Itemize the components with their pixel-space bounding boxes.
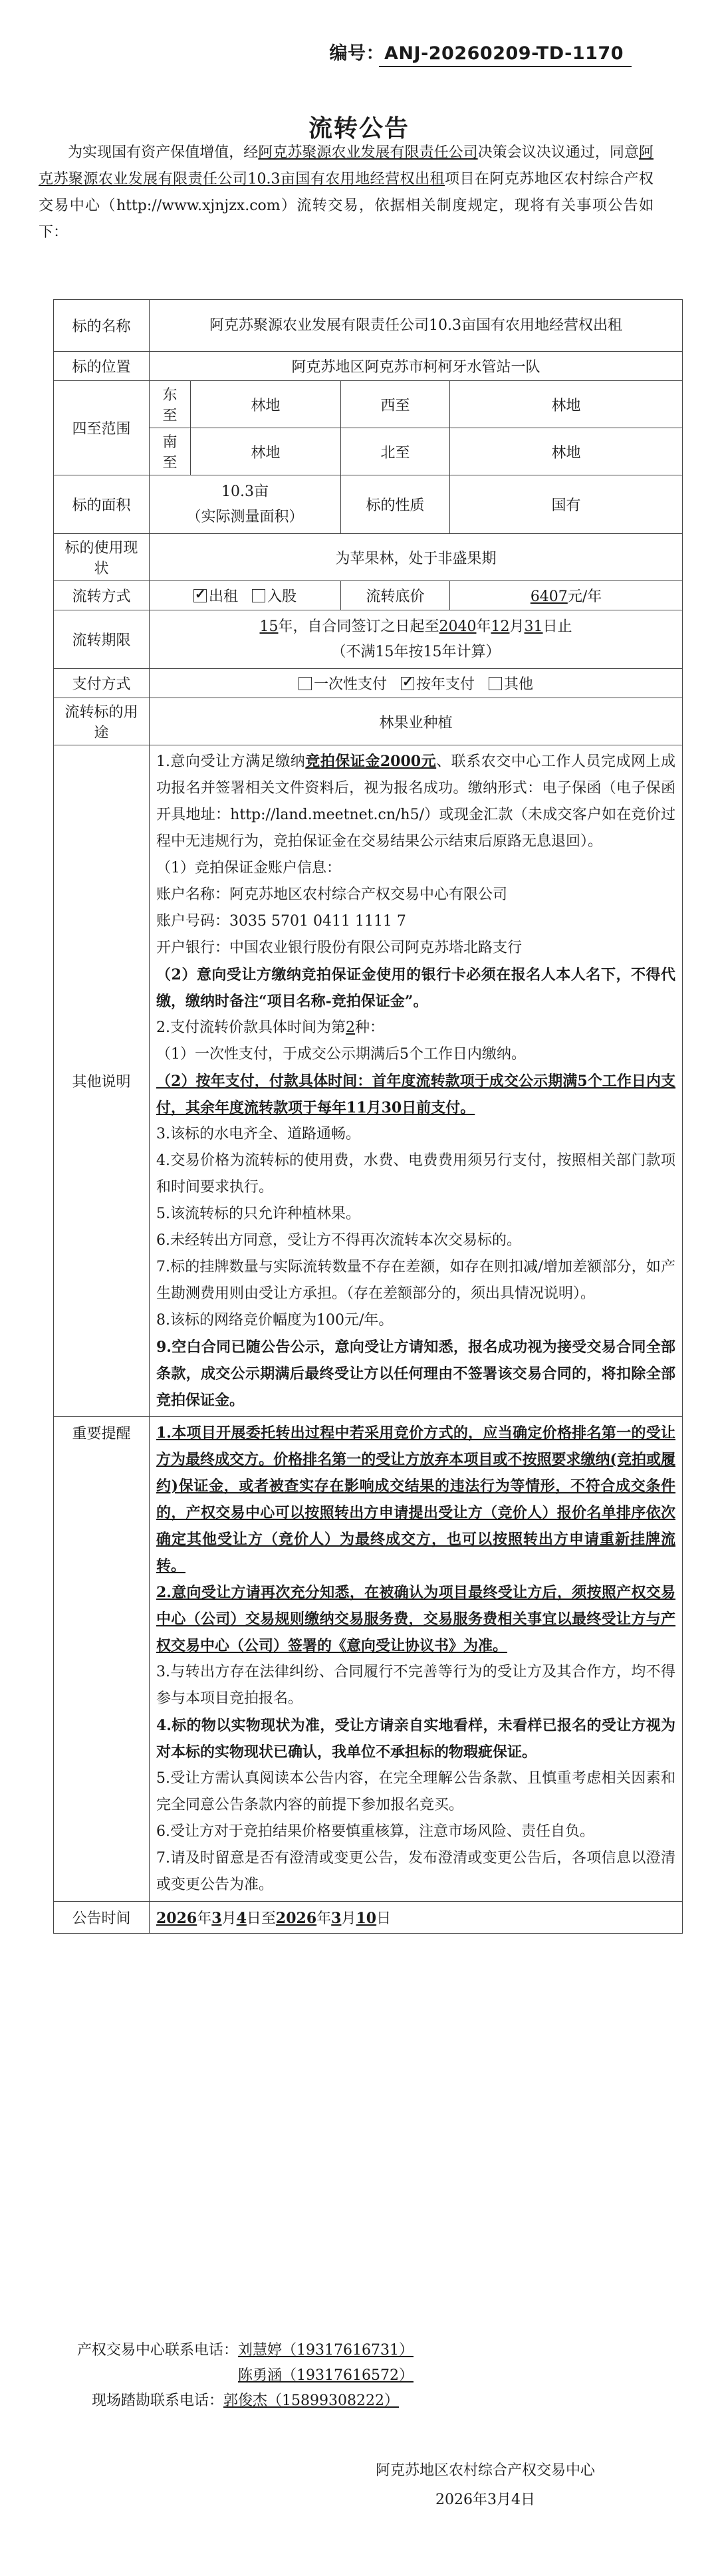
- time-start-day: 4: [236, 1910, 247, 1927]
- row-time: [54, 1902, 683, 1934]
- mode-share-label: 入股: [267, 588, 297, 605]
- other-item-7: [156, 1015, 675, 1041]
- east-label: 东至: [150, 381, 191, 428]
- row-other: [54, 745, 683, 1417]
- contact-row-3: [77, 2388, 414, 2414]
- mode-label: 流转方式: [54, 581, 150, 610]
- page-title: 流转公告: [308, 114, 410, 142]
- document-number-underline: [379, 66, 632, 67]
- time-end-year: 2026: [275, 1910, 317, 1927]
- intro-text-2: 决策会议决议通过，同意: [477, 144, 639, 161]
- time-day-text: 日: [246, 1910, 261, 1927]
- period-text-1: 年，自合同签订之日起至: [278, 618, 439, 635]
- time-month-text-2: 月: [341, 1910, 356, 1927]
- nature-label: 标的性质: [341, 475, 450, 534]
- row-name: [54, 300, 683, 352]
- floor-value: 6407: [530, 588, 568, 605]
- time-end-day: 10: [356, 1910, 377, 1927]
- contact-2: 陈勇涵（19317616572）: [238, 2367, 414, 2384]
- north-label: 北至: [341, 428, 450, 475]
- intro-org: 阿克苏聚源农业发展有限责任公司: [258, 144, 478, 161]
- other-item-12: 5.该流转标的只允许种植林果。: [156, 1206, 360, 1222]
- time-to-text: 至: [261, 1910, 276, 1927]
- footer: [332, 2456, 638, 2515]
- other-item-13: 6.未经转出方同意，受让方不得再次流转本次交易标的。: [156, 1232, 521, 1249]
- time-year-text-2: 年: [316, 1910, 332, 1927]
- area-value: 10.3亩: [221, 483, 269, 500]
- time-start-year: 2026: [156, 1910, 197, 1927]
- intro-text-3: 项目在阿克苏地区农村综合产权交易中心（http://www.xjnjzx.com）流转交易，依据相关制度规定，现将有关事项公告如下：: [39, 171, 654, 241]
- other-item-14: 7.标的挂牌数量与实际流转数量不存在差额，如存在则扣减/增加差额部分，如产生勘测费用则由受让方承担。（存在差额部分的，须出具情况说明）。: [156, 1259, 676, 1302]
- row-area: [54, 475, 683, 534]
- row-location: [54, 352, 683, 381]
- east-value: 林地: [191, 381, 341, 428]
- contact-1: 刘慧婷（19317616731）: [238, 2342, 414, 2359]
- purpose-label: 流转标的用途: [54, 698, 150, 745]
- south-value: 林地: [191, 428, 341, 475]
- other-item-10: 3.该标的水电齐全、道路通畅。: [156, 1126, 360, 1142]
- usage-label: 标的使用现状: [54, 534, 150, 581]
- time-value: [150, 1902, 683, 1934]
- location-value: 阿克苏地区阿克苏市柯柯牙水管站一队: [150, 352, 683, 381]
- pay-once-checkbox: [299, 677, 312, 690]
- other-item-15: 8.该标的网络竞价幅度为100元/年。: [156, 1312, 394, 1329]
- document-number: 编号：ANJ-20260209-TD-1170: [329, 43, 624, 64]
- contacts: [77, 2338, 414, 2414]
- mode-rent-checkbox: [193, 589, 207, 602]
- contact-label-site: 现场踏勘联系电话：: [92, 2392, 224, 2409]
- boundary-label: 四至范围: [54, 381, 150, 475]
- location-label: 标的位置: [54, 352, 150, 381]
- area-cell: [150, 475, 341, 534]
- other-item-11: 4.交易价格为流转标的使用费，水费、电费费用须另行支付，按照相关部门款项和时间要求执行。: [156, 1152, 676, 1196]
- period-text-3: 月: [509, 618, 525, 635]
- account-bank: 开户银行：中国农业银行股份有限公司阿克苏塔北路支行: [156, 940, 523, 956]
- nature-value: 国有: [450, 475, 683, 534]
- contact-row-2: [77, 2363, 414, 2388]
- period-end-day: 31: [524, 618, 543, 635]
- notice-label: 重要提醒: [54, 1417, 150, 1902]
- row-usage: [54, 534, 683, 581]
- other-item-1: [156, 748, 675, 855]
- pay-yearly-checkbox: [401, 677, 414, 690]
- floor-label: 流转底价: [341, 581, 450, 610]
- north-value: 林地: [450, 428, 683, 475]
- other-item-2: （1）竞拍保证金账户信息：: [156, 860, 341, 876]
- other-item-1-a: 1.意向受让方满足缴纳: [156, 753, 306, 770]
- west-label: 西至: [341, 381, 450, 428]
- intro-project: 阿克苏聚源农业发展有限责任公司10.3亩国有农用地经营权出租: [39, 144, 654, 188]
- period-note: （不满15年按15年计算）: [331, 643, 501, 660]
- period-label: 流转期限: [54, 610, 150, 669]
- contact-3: 郭俊杰（15899308222）: [223, 2392, 399, 2409]
- pay-yearly-label: 按年支付: [416, 676, 475, 693]
- floor-cell: [450, 581, 683, 610]
- row-notice: [54, 1417, 683, 1902]
- contact-row-1: [77, 2338, 414, 2363]
- other-label: 其他说明: [54, 745, 150, 1417]
- time-year-text: 年: [197, 1910, 212, 1927]
- payment-option-number: 2: [346, 1019, 355, 1036]
- pay-once-label: 一次性支付: [314, 676, 388, 693]
- mode-rent-label: 出租: [208, 588, 238, 605]
- mode-options: [150, 581, 341, 610]
- footer-date: 2026年3月4日: [435, 2492, 535, 2508]
- period-text-2: 年: [476, 618, 491, 635]
- row-mode: [54, 581, 683, 610]
- period-line: [156, 614, 675, 640]
- other-item-9: （2）按年支付，付款具体时间：首年度流转款项于成交公示期满5个工作日内支付，其余年度流转款项于每年11月30日前支付。: [156, 1073, 676, 1116]
- time-label: 公告时间: [54, 1902, 150, 1934]
- area-note: （实际测量面积）: [186, 508, 304, 525]
- time-end-month: 3: [331, 1910, 342, 1927]
- period-text-4: 日止: [542, 618, 572, 635]
- contact-label-center: 产权交易中心联系电话：: [77, 2342, 239, 2359]
- notice-item-2: 2.意向受让方请再次充分知悉，在被确认为项目最终受让方后，须按照产权交易中心（公司）交易规则缴纳交易服务费，交易服务费相关事宜以最终受让方与产权交易中心（公司）签署的《意向受让协议书》为准。: [156, 1584, 676, 1654]
- area-label: 标的面积: [54, 475, 150, 534]
- notice-item-7: 7.请及时留意是否有澄清或变更公告，发布澄清或变更公告后，各项信息以澄清或变更公告为准。: [156, 1850, 676, 1893]
- pay-other-label: 其他: [504, 676, 534, 693]
- period-end-year: 2040: [439, 618, 477, 635]
- other-content: [150, 745, 683, 1417]
- pay-options: [150, 669, 683, 698]
- notice-content: [150, 1417, 683, 1902]
- row-boundary-1: [54, 381, 683, 428]
- west-value: 林地: [450, 381, 683, 428]
- time-start-month: 3: [211, 1910, 222, 1927]
- notice-item-6: 6.受让方对于竞拍结果价格要慎重核算，注意市场风险、责任自负。: [156, 1823, 594, 1840]
- time-day-text-2: 日: [376, 1910, 392, 1927]
- time-month-text: 月: [221, 1910, 237, 1927]
- account-name: 账户名称：阿克苏地区农村综合产权交易中心有限公司: [156, 886, 508, 903]
- notice-item-5: 5.受让方需认真阅读本公告内容，在完全理解公告条款、且慎重考虑相关因素和完全同意公告条款内容的前提下参加报名竞买。: [156, 1770, 676, 1813]
- name-value: 阿克苏聚源农业发展有限责任公司10.3亩国有农用地经营权出租: [150, 300, 683, 352]
- deposit-amount: 竞拍保证金2000元: [305, 753, 437, 770]
- row-payment: [54, 669, 683, 698]
- mode-share-checkbox: [252, 589, 265, 602]
- announcement-table: [53, 299, 683, 1934]
- notice-item-1: 1.本项目开展委托转出过程中若采用竞价方式的，应当确定价格排名第一的受让方为最终成交方。价格排名第一的受让方放弃本项目或不按照要求缴纳(竞拍或履约)保证金，或者被查实存在影响成交结果的违法行为等情形，不符合成交条件的，产权交易中心可以按照转出方申请提出受让方（竞价人）报价名单排序依次确定其他受让方（竞价人）为最终成交方，也可以按照转出方申请重新挂牌流转。: [156, 1424, 676, 1575]
- period-end-month: 12: [491, 618, 510, 635]
- name-label: 标的名称: [54, 300, 150, 352]
- floor-unit: 元/年: [567, 588, 602, 605]
- other-item-1-c: 、联系农交中心工作人员完成网上成功报名并签署相关文件资料后，视为报名成功。缴纳形式：电子保函（电子保函开具地址：http://land.meetnet.cn/h5/）或现金汇款（未成交客户如在竞价过程中无违规行为，竞拍保证金在交易结果公示结束后原路无息退回）。: [156, 753, 676, 850]
- account-number: 账户号码：3035 5701 0411 1111 7: [156, 913, 406, 930]
- row-period: [54, 610, 683, 669]
- footer-org: 阿克苏地区农村综合产权交易中心: [375, 2462, 595, 2479]
- usage-value: 为苹果林，处于非盛果期: [150, 534, 683, 581]
- pay-other-checkbox: [489, 677, 502, 690]
- period-cell: [150, 610, 683, 669]
- intro-paragraph: [39, 140, 654, 246]
- row-purpose: [54, 698, 683, 745]
- other-item-6: （2）意向受让方缴纳竞拍保证金使用的银行卡必须在报名人本人名下，不得代缴，缴纳时备注“项目名称-竞拍保证金”。: [156, 966, 676, 1010]
- other-item-7-a: 2.支付流转价款具体时间为第: [156, 1019, 346, 1036]
- purpose-value: 林果业种植: [150, 698, 683, 745]
- intro-text-1: 为实现国有资产保值增值，经: [68, 144, 259, 161]
- pay-label: 支付方式: [54, 669, 150, 698]
- other-item-16: 9.空白合同已随公告公示，意向受让方请知悉，报名成功视为接受交易合同全部条款，成交公示期满后最终受让方以任何理由不签署该交易合同的，将扣除全部竞拍保证金。: [156, 1339, 676, 1409]
- notice-item-3: 3.与转出方存在法律纠纷、合同履行不完善等行为的受让方及其合作方，均不得参与本项目竞拍报名。: [156, 1664, 676, 1707]
- notice-item-4: 4.标的物以实物现状为准，受让方请亲自实地看样，未看样已报名的受让方视为对本标的实物现状已确认，我单位不承担标的物瑕疵保证。: [156, 1717, 676, 1761]
- period-years: 15: [259, 618, 279, 635]
- south-label: 南至: [150, 428, 191, 475]
- other-item-8: （1）一次性支付，于成交公示期满后5个工作日内缴纳。: [156, 1046, 526, 1063]
- other-item-7-c: 种：: [355, 1019, 385, 1036]
